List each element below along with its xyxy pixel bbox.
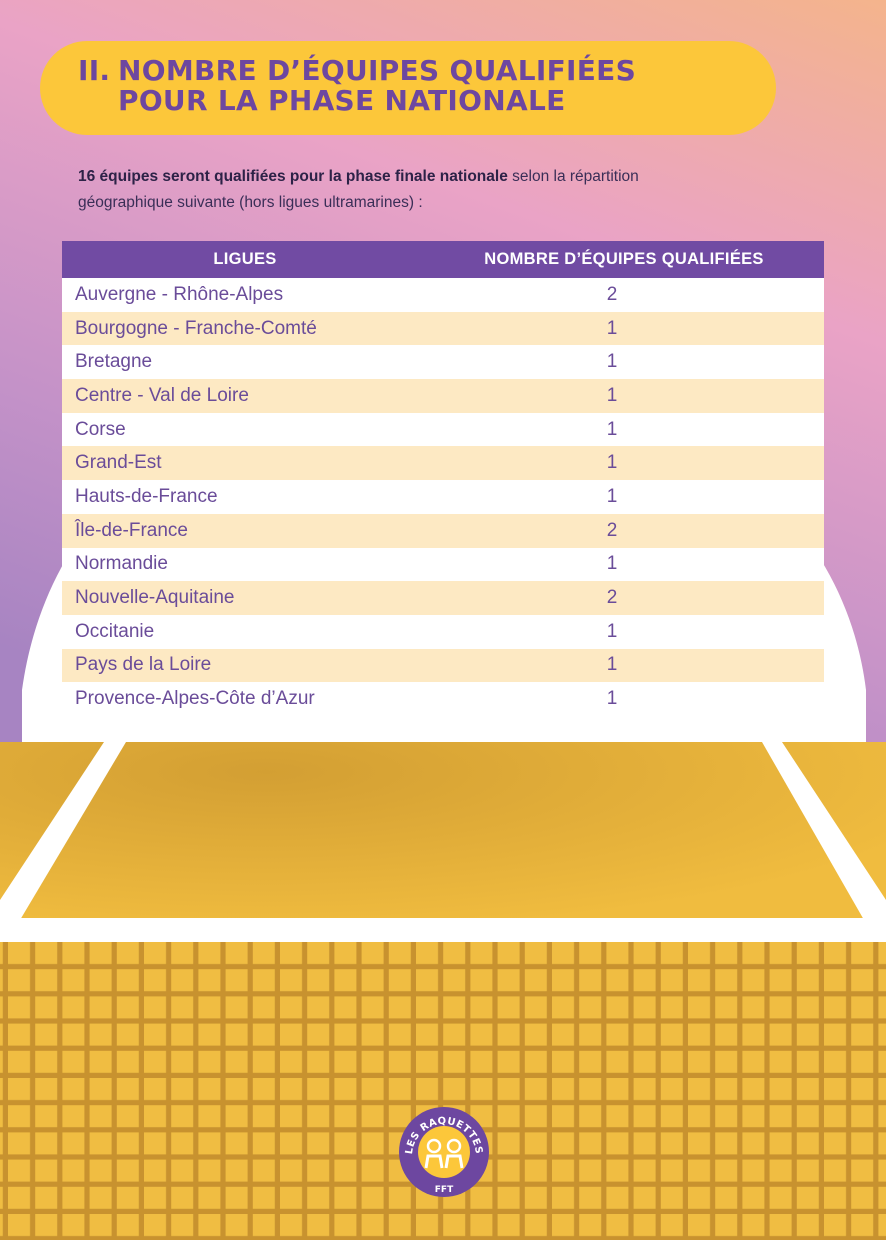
section-number: II. <box>78 54 111 87</box>
table-row <box>62 312 824 346</box>
svg-text:FFT: FFT <box>434 1185 454 1195</box>
svg-text:LES RAQUETTES: LES RAQUETTES <box>403 1115 485 1155</box>
table-row <box>62 682 824 716</box>
team-count: 2 <box>606 587 618 609</box>
ligue-name: Île-de-France <box>75 519 188 541</box>
ligue-name: Nouvelle-Aquitaine <box>75 587 235 609</box>
table-row <box>62 581 824 615</box>
section-title-line2: POUR LA PHASE NATIONALE <box>118 84 566 117</box>
ligue-name: Normandie <box>75 553 168 575</box>
table-row <box>62 379 824 413</box>
ligue-name: Auvergne - Rhône-Alpes <box>75 283 284 305</box>
ligue-name: Grand-Est <box>75 452 162 474</box>
ligue-name: Hauts-de-France <box>75 485 218 507</box>
table-header <box>62 241 824 278</box>
team-count: 1 <box>606 452 618 474</box>
intro-bold-text: 16 équipes seront qualifiées pour la phase finale nationale <box>78 168 508 185</box>
team-count: 1 <box>606 317 618 339</box>
team-count: 1 <box>606 688 618 710</box>
team-count: 1 <box>606 654 618 676</box>
table-row <box>62 480 824 514</box>
ligue-name: Corse <box>75 418 126 440</box>
court-baseline <box>0 918 886 942</box>
ligue-name: Centre - Val de Loire <box>75 384 249 406</box>
table-row <box>62 446 824 480</box>
ligue-name: Pays de la Loire <box>75 654 212 676</box>
team-count: 1 <box>606 418 618 440</box>
team-count: 2 <box>606 519 618 541</box>
table-row <box>62 413 824 447</box>
team-count: 1 <box>606 384 618 406</box>
header-ligues: LIGUES <box>213 250 277 268</box>
intro-paragraph <box>78 164 738 216</box>
ligue-name: Provence-Alpes-Côte d’Azur <box>75 688 315 710</box>
qualified-teams-table <box>62 241 824 716</box>
team-count: 1 <box>606 553 618 575</box>
team-count: 1 <box>606 620 618 642</box>
table-row <box>62 548 824 582</box>
ligue-name: Bourgogne - Franche-Comté <box>75 317 317 339</box>
team-count: 2 <box>606 283 618 305</box>
ligue-name: Occitanie <box>75 620 155 642</box>
intro-text-line2: géographique suivante (hors ligues ultramarines) : <box>78 194 423 211</box>
team-count: 1 <box>606 485 618 507</box>
table-row <box>62 649 824 683</box>
court-floor <box>0 742 886 942</box>
header-nombre-equipes: NOMBRE D’ÉQUIPES QUALIFIÉES <box>484 250 764 268</box>
les-raquettes-fft-logo <box>398 1106 490 1198</box>
table-row <box>62 514 824 548</box>
table-row <box>62 345 824 379</box>
table-row <box>62 278 824 312</box>
ligue-name: Bretagne <box>75 351 153 373</box>
team-count: 1 <box>606 351 618 373</box>
table-row <box>62 615 824 649</box>
intro-text-line1: selon la répartition <box>507 168 639 185</box>
section-title-line1: NOMBRE D’ÉQUIPES QUALIFIÉES <box>118 54 637 87</box>
